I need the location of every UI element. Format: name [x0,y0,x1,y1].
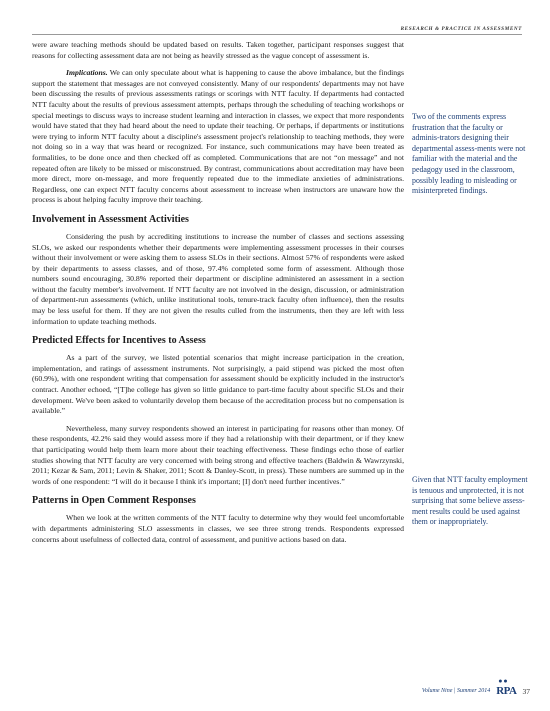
implications-text: We can only speculate about what is happening to cause the above imbalance, but the findings support the statement that messages are not conveyed consistently. Many of our respondents' departments may not have been discussing the results of previous assessments ratings or scorings with NTT faculty. If departments had contacted NTT faculty about the results of previous assessment attempts, perhaps through the scheduling of teaching workshops or special meetings to discuss ways to increase student learning and interaction in classes, we expect that more respondents would have stated that they had heard about the need to update their teaching. Or perhaps, if departments or institutions were trying to inform NTT faculty about a discipline's assessment project's relationship to teaching methods, they were not doing so in a way that was heard or recognized. For instance, such communications may have been treated as formalities, to be done once and then checked off as completed. Communications that are not “on message” and not repeated often are likely to be missed or misconstrued. By contrast, communications about accreditation may have been more direct, more on-message, and more frequently repeated due to the immediate anxieties of administrations. Regardless, one can expect NTT faculty concerns about assessment to increase when instructors are unaware how the process is about helping faculty improve their teaching. [32,68,404,205]
rpa-logo [496,677,517,697]
page-number: 37 [522,686,530,696]
paragraph: When we look at the written comments of the NTT faculty to determine why they would feel uncomfortable with departments administering SLO assessments in classes, we see three strong trends. Respondents expressed concerns about usefulness of collected data, control of assessment, and punitive actions based on data. [32,513,404,544]
section-heading-involvement: Involvement in Assessment Activities [32,213,189,225]
header-rule [32,34,522,35]
page-footer [421,677,530,697]
implications-lead: Implications. [66,68,108,78]
section-heading-incentives: Predicted Effects for Incentives to Assess [32,335,206,347]
pull-quote-2: Given that NTT faculty employment is tenuous and unprotected, it is not surprising that some believe assess-ment results could be used against them or inappropriately. [412,475,528,527]
paragraph: As a part of the survey, we listed potential scenarios that might increase participation in the creation, implementation, and ratings of assessment instruments. Not surprisingly, a paid stipend was picked the most often (60.9%), with one respondent writing that compensation for assessment should be explicitly included in the instructor's contract. Another echoed, “[T]he college has given so little guidance to part-time faculty about specific SLOs and their development. We've been asked to voluntarily develop them because of the accreditation process but no compensation is available.” [32,353,404,416]
logo-text: RPA [496,685,517,697]
implications-paragraph [32,68,404,206]
running-header: RESEARCH & PRACTICE IN ASSESSMENT [400,26,522,32]
paragraph: were aware teaching methods should be updated based on results. Taken together, participant responses suggest that reasons for collecting assessment data are not being as heavily stressed as the vague concept of assessment is. [32,40,404,60]
logo-dots-icon: ●● [498,677,509,685]
pull-quote-1: Two of the comments express frustration that the faculty or adminis-trators designing their departmental assess-ments were not familiar with the material and the pedagogy used in the classroom, possibly leading to misleading or misinterpreted findings. [412,112,526,196]
paragraph: Considering the push by accrediting institutions to increase the number of classes and sections assessing SLOs, we asked our respondents whether their departments were implementing assessment processes in their courses without their involvement or were asking them to assess SLOs in their sections. Almost 57% of respondents were asked by their departments to assess classes, and of those, 97.4% completed some form of assessment. Although those numbers sound encouraging, 30.8% reported their department or discipline administered an assessment in a section without the faculty member's involvement. If NTT faculty are not involved in the design, discussion, or administration of department-run assessments (which, unlike institutional tools, tenure-track faculty often influence), then the results may be less useful for them. If they are not given the results culled from the instruments, then they are left with less information to update teaching methods. [32,231,404,326]
volume-info: Volume Nine | Summer 2014 [421,688,491,694]
paragraph: Nevertheless, many survey respondents showed an interest in participating for reasons other than money. Of these respondents, 42.2% said they would assess more if they had a relationship with their department, or if they knew that participating would help them learn more about their teaching effectiveness. These findings echo those of earlier studies showing that NTT faculty are very concerned with being strong and effective teachers (Baldwin & Wawrzynski, 2011; Kezar & Sam, 2011; Levin & Shaker, 2011; Scott & Danley-Scott, in press). These numbers are summed up in the words of one respondent: “I will do it because I think it's important; [I] don't need further incentives.” [32,423,404,486]
section-heading-patterns: Patterns in Open Comment Responses [32,495,196,507]
main-column [32,40,404,552]
